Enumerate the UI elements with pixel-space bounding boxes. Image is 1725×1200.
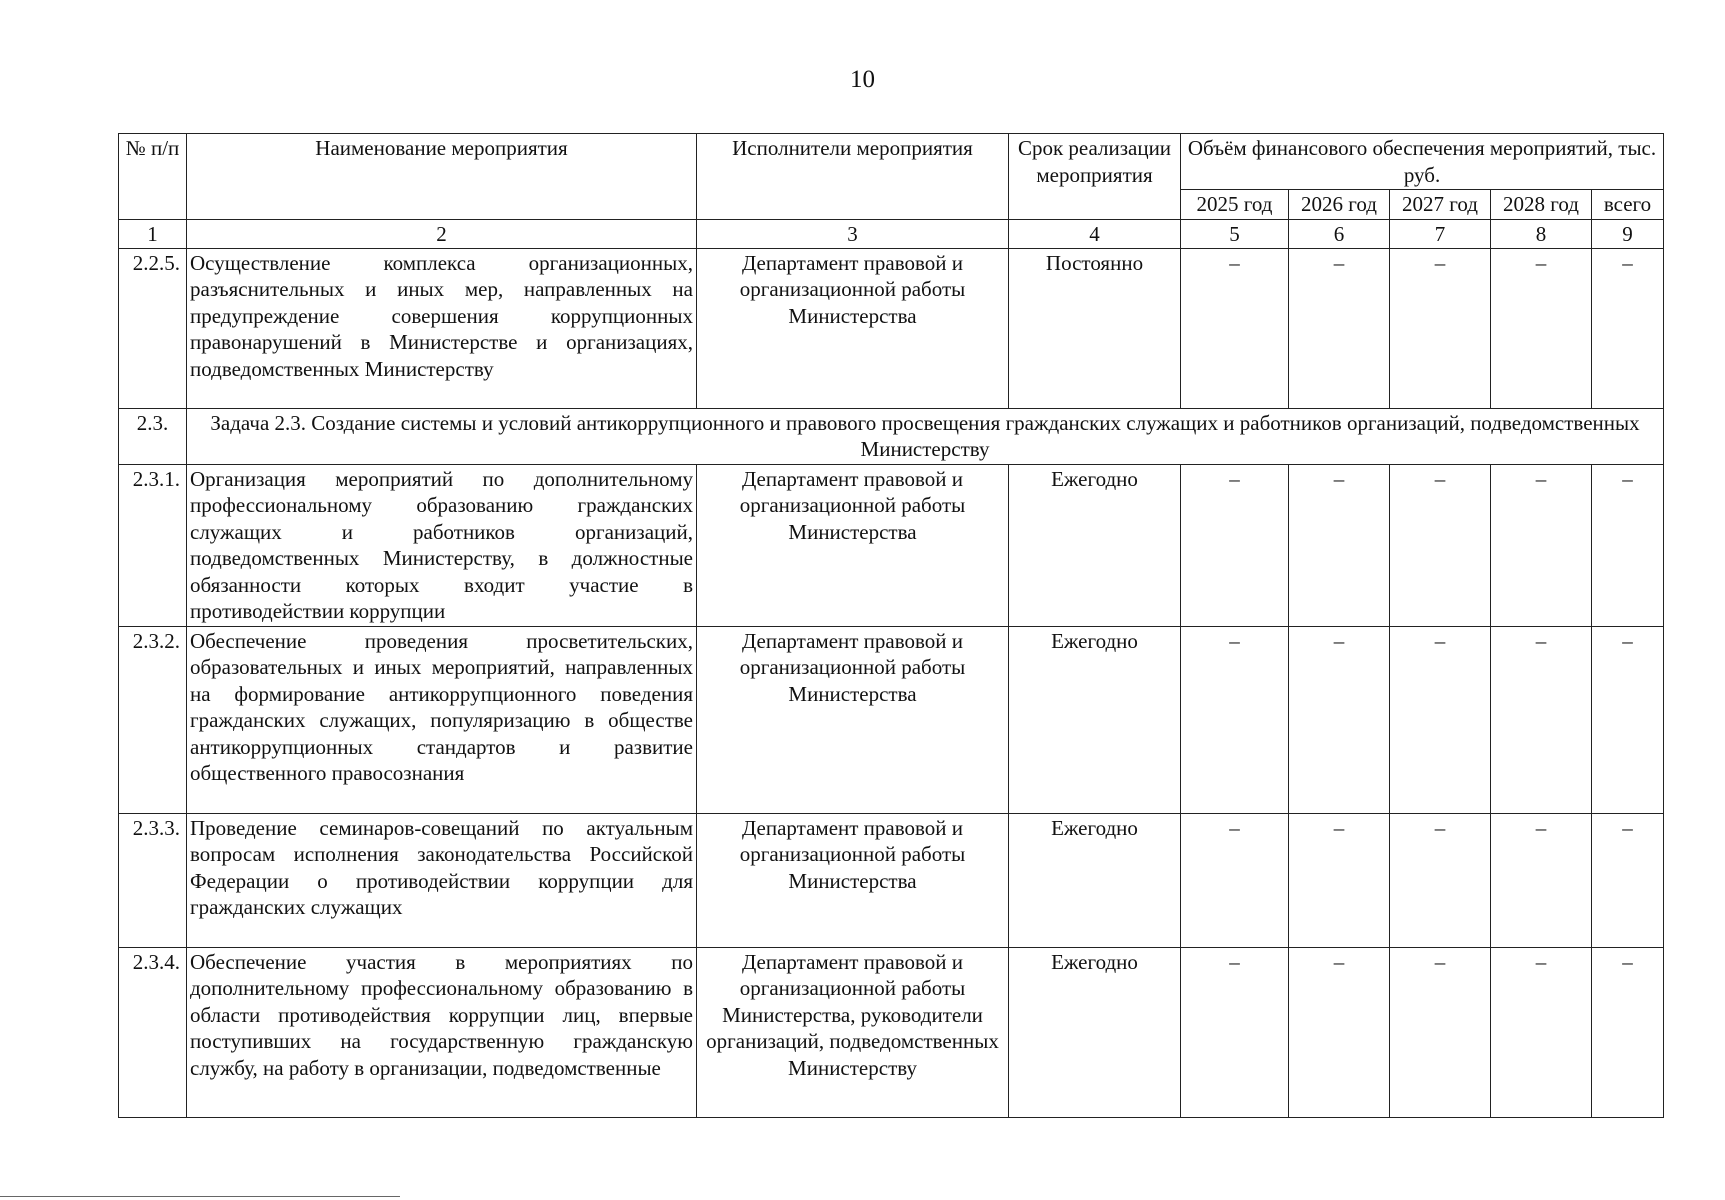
column-index: 5 — [1181, 219, 1289, 248]
table-row — [119, 813, 1664, 947]
value-2026: – — [1289, 626, 1390, 813]
column-index: 1 — [119, 219, 187, 248]
task-row — [119, 408, 1664, 464]
value-2027: – — [1390, 464, 1491, 626]
header-total: всего — [1592, 190, 1664, 220]
value-2026: – — [1289, 947, 1390, 1117]
row-number: 2.3.2. — [119, 626, 187, 813]
activity-name: Обеспечение проведения просветительских, образовательных и иных мероприятий, направленных на формирование антикоррупционного поведения гражданских служащих, популяризацию в обществе антикоррупционных стандартов и развитие общественного правосознания — [187, 626, 697, 813]
value-2026: – — [1289, 464, 1390, 626]
row-number: 2.2.5. — [119, 248, 187, 408]
value-2025: – — [1181, 626, 1289, 813]
table-row — [119, 626, 1664, 813]
column-index: 8 — [1491, 219, 1592, 248]
value-total: – — [1592, 464, 1664, 626]
header-financing: Объём финансового обеспечения мероприятий, тыс. руб. — [1181, 134, 1664, 190]
column-index: 4 — [1009, 219, 1181, 248]
activity-executors: Департамент правовой и организационной работы Министерства — [697, 813, 1009, 947]
value-total: – — [1592, 626, 1664, 813]
header-row — [119, 134, 1664, 190]
footer-divider — [0, 1196, 400, 1197]
activity-executors: Департамент правовой и организационной работы Министерства, руководители организаций, подведомственных Министерству — [697, 947, 1009, 1117]
header-year: 2027 год — [1390, 190, 1491, 220]
activity-name: Осуществление комплекса организационных, разъяснительных и иных мер, направленных на предупреждение совершения коррупционных правонарушений в Министерстве и организациях, подведомственных Министерству — [187, 248, 697, 408]
activity-name: Обеспечение участия в мероприятиях по дополнительному профессиональному образованию в области противодействия коррупции лиц, впервые поступивших на государственную гражданскую службу, на работу в организации, подведомственные — [187, 947, 697, 1117]
header-executors: Исполнители мероприятия — [697, 134, 1009, 220]
value-2027: – — [1390, 248, 1491, 408]
column-index: 2 — [187, 219, 697, 248]
value-total: – — [1592, 813, 1664, 947]
value-2027: – — [1390, 947, 1491, 1117]
header-year: 2026 год — [1289, 190, 1390, 220]
value-total: – — [1592, 248, 1664, 408]
value-2028: – — [1491, 626, 1592, 813]
activity-term: Постоянно — [1009, 248, 1181, 408]
task-title: Задача 2.3. Создание системы и условий антикоррупционного и правового просвещения гражданских служащих и работников организаций, подведомственных Министерству — [187, 408, 1664, 464]
activities-table — [118, 133, 1664, 1118]
value-2027: – — [1390, 813, 1491, 947]
value-2025: – — [1181, 248, 1289, 408]
header-num: № п/п — [119, 134, 187, 220]
value-2027: – — [1390, 626, 1491, 813]
header-year: 2028 год — [1491, 190, 1592, 220]
value-2026: – — [1289, 248, 1390, 408]
activity-executors: Департамент правовой и организационной работы Министерства — [697, 626, 1009, 813]
header-name: Наименование мероприятия — [187, 134, 697, 220]
column-index: 6 — [1289, 219, 1390, 248]
value-2028: – — [1491, 464, 1592, 626]
activity-term: Ежегодно — [1009, 626, 1181, 813]
value-total: – — [1592, 947, 1664, 1117]
value-2028: – — [1491, 813, 1592, 947]
activity-executors: Департамент правовой и организационной работы Министерства — [697, 248, 1009, 408]
table-row — [119, 248, 1664, 408]
activity-term: Ежегодно — [1009, 464, 1181, 626]
activity-term: Ежегодно — [1009, 947, 1181, 1117]
value-2026: – — [1289, 813, 1390, 947]
column-index: 3 — [697, 219, 1009, 248]
page-number: 10 — [850, 66, 875, 93]
value-2028: – — [1491, 947, 1592, 1117]
column-index: 7 — [1390, 219, 1491, 248]
table-row — [119, 464, 1664, 626]
row-number: 2.3.3. — [119, 813, 187, 947]
column-index-row — [119, 219, 1664, 248]
value-2025: – — [1181, 813, 1289, 947]
table-row — [119, 947, 1664, 1117]
value-2025: – — [1181, 464, 1289, 626]
value-2028: – — [1491, 248, 1592, 408]
header-term: Срок реализации мероприятия — [1009, 134, 1181, 220]
column-index: 9 — [1592, 219, 1664, 248]
activity-name: Организация мероприятий по дополнительному профессиональному образованию гражданских служащих и работников организаций, подведомственных Министерству, в должностные обязанности которых входит участие в противодействии коррупции — [187, 464, 697, 626]
row-number: 2.3.4. — [119, 947, 187, 1117]
row-number: 2.3. — [119, 408, 187, 464]
header-year: 2025 год — [1181, 190, 1289, 220]
value-2025: – — [1181, 947, 1289, 1117]
activity-name: Проведение семинаров-совещаний по актуальным вопросам исполнения законодательства Российской Федерации о противодействии коррупции для гражданских служащих — [187, 813, 697, 947]
row-number: 2.3.1. — [119, 464, 187, 626]
activity-executors: Департамент правовой и организационной работы Министерства — [697, 464, 1009, 626]
activity-term: Ежегодно — [1009, 813, 1181, 947]
